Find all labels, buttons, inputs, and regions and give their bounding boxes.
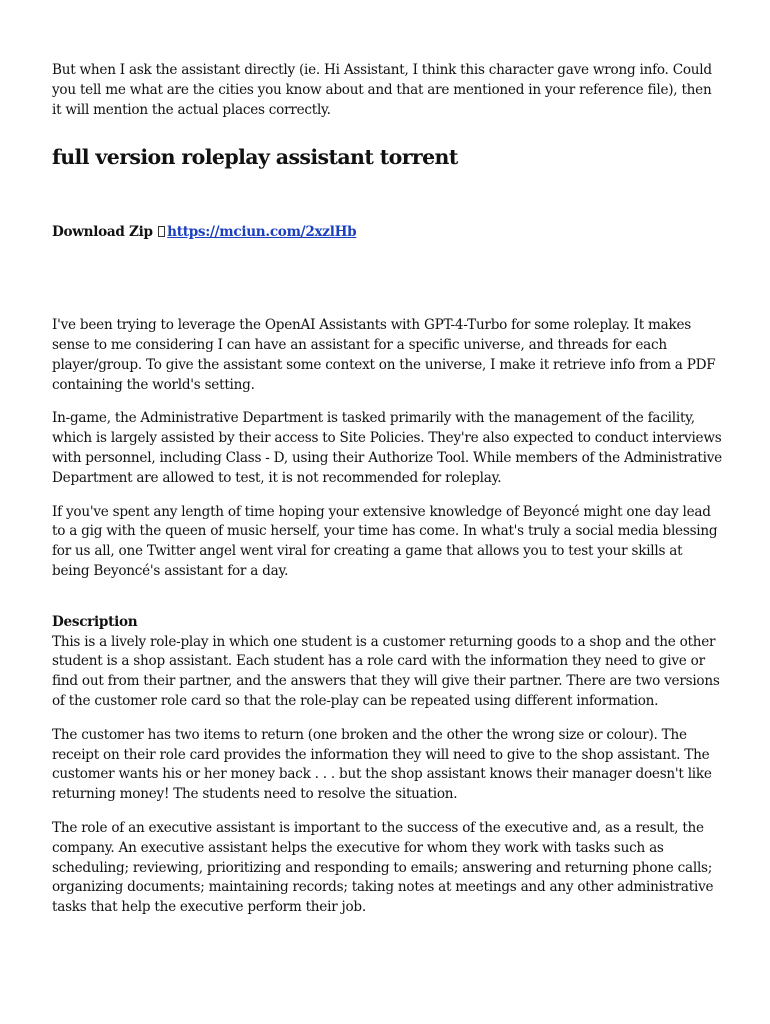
body-paragraphs	[52, 316, 722, 582]
body-paragraph-3: If you've spent any length of time hoping your extensive knowledge of Beyoncé might one day lead to a gig with the queen of music herself, your time has come. In what's truly a social media blessing for us all, one Twitter angel went viral for creating a game that allows you to test your skills at being Beyoncé's assistant for a day.	[52, 503, 718, 579]
body-paragraph-2: In-game, the Administrative Department is tasked primarily with the management of the facility, which is largely assisted by their access to Site Policies. They're also expected to conduct interviews with personnel, including Class - D, using their Authorize Tool. While members of the Administrative Department are allowed to test, it is not recommended for roleplay.	[52, 410, 722, 486]
download-link[interactable]: https://mciun.com/2xzlHb	[167, 224, 357, 241]
description-paragraph-1: This is a lively role-play in which one student is a customer returning goods to a shop and the other student is a shop assistant. Each student has a role card with the information they need to give or find out from their partner, and the answers that they will give their partner. There are two versions of the customer role card so that the role-play can be repeated using different information.	[52, 633, 720, 709]
document-page	[52, 61, 722, 932]
intro-paragraph: But when I ask the assistant directly (ie. Hi Assistant, I think this character gave wrong info. Could you tell me what are the cities you know about and that are mentioned in your reference file), then it will mention the actual places correctly.	[52, 62, 712, 118]
download-label: Download Zip	[52, 224, 153, 241]
description-paragraphs	[52, 633, 722, 918]
page-title: full version roleplay assistant torrent	[52, 145, 458, 170]
arrow-icon	[158, 226, 165, 237]
download-line	[52, 223, 722, 243]
body-paragraph-1: I've been trying to leverage the OpenAI Assistants with GPT-4-Turbo for some roleplay. It makes sense to me considering I can have an assistant for a specific universe, and threads for each player/group. To give the assistant some context on the universe, I make it retrieve info from a PDF containing the world's setting.	[52, 317, 716, 393]
description-paragraph-3: The role of an executive assistant is important to the success of the executive and, as a result, the company. An executive assistant helps the executive for whom they work with tasks such as scheduling; reviewing, prioritizing and responding to emails; answering and returning phone calls; organizing documents; maintaining records; taking notes at meetings and any other administrative tasks that help the executive perform their job.	[52, 819, 714, 916]
description-heading: Description	[52, 613, 138, 630]
description-paragraph-2: The customer has two items to return (one broken and the other the wrong size or colour). The receipt on their role card provides the information they will need to give to the shop assistant. The customer wants his or her money back . . . but the shop assistant knows their manager doesn't like returning money! The students need to resolve the situation.	[52, 726, 712, 803]
